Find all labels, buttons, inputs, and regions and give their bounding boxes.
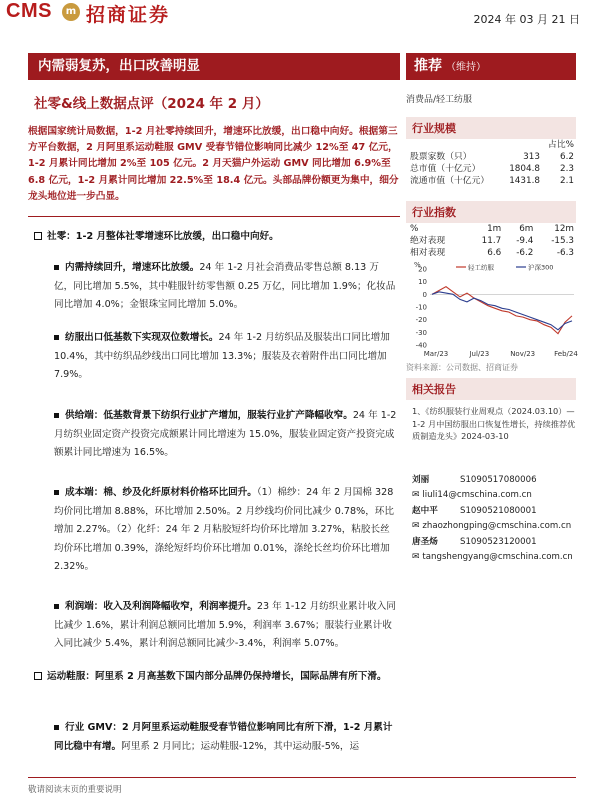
- table-row: [408, 175, 576, 187]
- section-lead: 成本端：棉、纱及化纤原材料价格环比回升。: [65, 487, 257, 498]
- col-header: %: [410, 224, 419, 234]
- row-value: -9.4: [516, 236, 534, 246]
- y-tick-label: -20: [415, 316, 427, 325]
- section-sportswear: [34, 668, 396, 687]
- row-pct: 2.1: [560, 176, 574, 186]
- report-subtitle: 社零&线上数据点评（2024 年 2 月）: [34, 96, 269, 112]
- mail-icon: ✉: [412, 552, 423, 562]
- y-tick-label: -30: [415, 328, 427, 337]
- legend-label: 沪深300: [528, 263, 554, 272]
- row-value: 6.6: [487, 248, 502, 258]
- analyst-email[interactable]: [412, 489, 576, 501]
- section-lead: 供给端：低基数背景下纺织行业扩产增加，服装行业扩产降幅收窄。: [65, 410, 353, 421]
- index-table: [408, 223, 576, 259]
- bullet-icon: [54, 265, 59, 270]
- rating-sub: （维持）: [446, 62, 486, 73]
- section-lead: 社零：: [47, 231, 76, 242]
- analyst-item: [412, 536, 576, 548]
- square-bullet-icon: [34, 672, 42, 680]
- logo-text: CMS: [6, 0, 52, 22]
- row-value: 1431.8: [509, 176, 540, 186]
- rating-bar: [406, 53, 576, 80]
- mail-icon: ✉: [412, 490, 423, 500]
- col-header: 12m: [554, 224, 574, 234]
- y-tick-label: 10: [418, 278, 427, 287]
- logo-badge-icon: m: [62, 3, 80, 21]
- analyst-email[interactable]: [412, 520, 576, 532]
- section-text: 24 年 1-2 月纺织品及服装出口同比增加 10.4%，其中纺织品纱线出口同比增加 13.3%；服装及衣着附件出口同比增加 7.9%。: [54, 332, 390, 381]
- performance-chart: [406, 261, 578, 361]
- y-tick-label: -40: [415, 341, 427, 350]
- x-tick-label: Mar/23: [423, 350, 449, 358]
- row-value: 313: [523, 152, 540, 162]
- section-lead: 内需持续回升，增速环比放缓。: [65, 262, 200, 273]
- index-title: 行业指数: [406, 201, 576, 223]
- divider: [28, 216, 400, 217]
- analyst-name: 唐圣炀: [412, 537, 438, 547]
- x-tick-label: Jul/23: [469, 350, 490, 358]
- summary-paragraph: [28, 124, 400, 205]
- legend-label: 轻工纺服: [468, 263, 494, 272]
- chart-source: 资料来源：公司数据、招商证券: [406, 363, 518, 372]
- section-profit: [54, 598, 398, 654]
- col-header: 1m: [487, 224, 502, 234]
- bullet-icon: [54, 490, 59, 495]
- row-pct: 6.2: [560, 152, 574, 162]
- section-lead: 行业 GMV：2 月阿里系运动鞋服受春节错位影响同比有所下滑，1-2 月累计同比稳中有增。: [54, 722, 393, 752]
- section-text: 24 年 1-2 月纺织业固定资产投资完成额累计同比增速为 15.0%，服装业固定资产投资完成额累计同比增速为 16.5%。: [54, 410, 397, 459]
- related-title: 相关报告: [406, 378, 576, 400]
- section-domestic: [54, 259, 398, 315]
- bullet-icon: [54, 604, 59, 609]
- y-tick-label: -10: [415, 303, 427, 312]
- section-text: 23 年 1-12 月纺织业累计收入同比减少 1.6%，累计利润总额同比增加 5.9%，利润率 3.67%；服装行业累计收入同比减少 5.4%，累计利润总额同比减少-3.4%，利润率 5.07%。: [54, 601, 396, 650]
- bullet-icon: [54, 335, 59, 340]
- row-label: 流通市值（十亿元）: [410, 176, 490, 186]
- y-tick-label: 20: [418, 265, 427, 274]
- table-row: [408, 151, 576, 163]
- col-header: 6m: [519, 224, 534, 234]
- analyst-block: [412, 474, 576, 563]
- pct-header: 占比%: [548, 140, 574, 150]
- report-date: 2024 年 03 月 21 日: [473, 13, 580, 26]
- section-export: [54, 329, 398, 385]
- email-text[interactable]: zhaozhongping@cmschina.com.cn: [422, 521, 572, 531]
- row-pct: 2.3: [560, 164, 574, 174]
- analyst-name: 赵中平: [412, 506, 438, 516]
- analyst-item: [412, 505, 576, 517]
- analyst-code: S1090517080006: [460, 475, 537, 485]
- rating-label: 推荐: [414, 58, 442, 74]
- analyst-email[interactable]: [412, 551, 576, 563]
- mail-icon: ✉: [412, 521, 423, 531]
- table-row: [408, 235, 576, 247]
- row-label: 总市值（十亿元）: [410, 164, 481, 174]
- series-line-0: [432, 287, 572, 334]
- section-text: 阿里系 2 月同比；运动鞋服-12%，其中运动服-5%，运: [121, 740, 360, 752]
- row-value: 1804.8: [509, 164, 540, 174]
- row-value: -6.3: [556, 248, 574, 258]
- bullet-icon: [54, 413, 59, 418]
- analyst-name: 刘丽: [412, 475, 430, 485]
- section-lead: 运动鞋服：阿里系 2 月高基数下国内部分品牌仍保持增长，国际品牌有所下滑。: [47, 671, 387, 682]
- analyst-code: S1090523120001: [460, 537, 537, 547]
- email-text[interactable]: tangshengyang@cmschina.com.cn: [422, 552, 573, 562]
- section-gmv: [54, 719, 398, 756]
- x-tick-label: Nov/23: [510, 350, 536, 358]
- footer-note: 敬请阅读末页的重要说明: [28, 785, 122, 795]
- section-cost: [54, 484, 398, 577]
- section-text: （1）棉纱：24 年 2 月国棉 328 均价同比增加 8.88%，环比增加 2.50%。2 月纱线均价同比减少 0.78%，环比增加 2.27%。（2）化纤：24 年 2 月粘胶短纤均价环比增加 3.27%，粘胶长丝均价环比增加 0.39%，涤纶短纤均价环比增加 0.01%，涤纶长丝均价环比增加 2.32%。: [54, 487, 394, 573]
- section-text: 24 年 1-2 月社会消费品零售总额 8.13 万亿，同比增加 5.5%，其中鞋服针纺零售额 0.25 万亿，同比增加 1.9%；化妆品同比增加 4.0%；金银珠宝同比增加 5.0%。: [54, 262, 396, 311]
- row-label: 绝对表现: [410, 236, 446, 246]
- analyst-code: S1090521080001: [460, 506, 537, 516]
- logo-chinese: 招商证券: [86, 4, 171, 26]
- row-value: -15.3: [551, 236, 574, 246]
- scale-title: 行业规模: [406, 117, 576, 139]
- table-row: [408, 247, 576, 259]
- footer-divider: [28, 777, 576, 778]
- section-lead: 纺服出口低基数下实现双位数增长。: [65, 332, 219, 343]
- section-text: 1-2 月整体社零增速环比放缓，出口稳中向好。: [75, 231, 279, 242]
- section-lead: 利润端：收入及利润降幅收窄，利润率提升。: [65, 601, 257, 612]
- scale-table: [408, 139, 576, 187]
- report-title: 内需弱复苏，出口改善明显: [28, 53, 400, 80]
- y-tick-label: 0: [422, 290, 427, 299]
- section-supply: [54, 407, 398, 463]
- related-report-link[interactable]: 1、《纺织服装行业周观点（2024.03.10）—1-2 月中国纺服出口恢复性增长，持续推荐优质制造龙头》2024-03-10: [412, 406, 576, 441]
- email-text[interactable]: liuli14@cmschina.com.cn: [422, 490, 532, 500]
- row-value: 11.7: [481, 236, 502, 246]
- bullet-icon: [54, 725, 59, 730]
- analyst-item: [412, 474, 576, 486]
- industry-label: 消费品/轻工纺服: [406, 95, 473, 105]
- row-label: 股票家数（只）: [410, 152, 472, 162]
- summary-text: 根据国家统计局数据，1-2 月社零持续回升，增速环比放缓，出口稳中向好。根据第三方平台数据，2 月阿里系运动鞋服 GMV 受春节错位影响同比减少 12%至 47 亿元，1-2 月累计同比增加 2%至 105 亿元。2 月天猫户外运动 GMV 同比增加 6.9%至 6.8 亿元，1-2 月累计同比增加 22.5%至 18.4 亿元。头部品牌份额更为集中，细分龙头地位进一步凸显。: [28, 126, 399, 202]
- table-row: [408, 163, 576, 175]
- row-label: 相对表现: [410, 248, 446, 258]
- y-axis-label: %: [414, 261, 421, 269]
- x-tick-label: Feb/24: [554, 350, 578, 358]
- square-bullet-icon: [34, 232, 42, 240]
- section-retail: [34, 228, 396, 247]
- row-value: -6.2: [516, 248, 534, 258]
